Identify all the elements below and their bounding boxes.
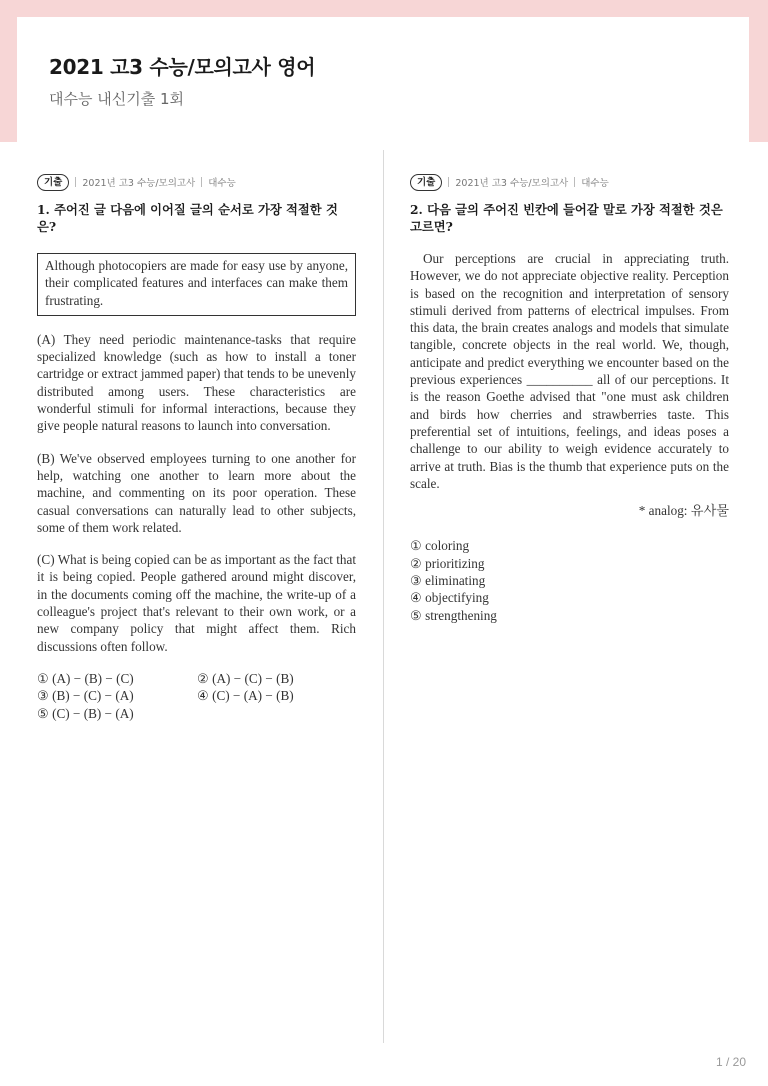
meta-exam: 2021년 고3 수능/모의고사 [455,178,569,189]
question-1 [37,172,356,722]
passage: Our perceptions are crucial in appreciating truth. However, we do not appreciate objective reality. Perception is based on the recognition and interpretation of sensory stimuli derived from patterns of electrical impulses. From this data, the brain creates analogs and models that simulate tangible, concrete objects in the real world. We, though, anticipate and predict everything we encounter based on the previous experiences __________ all of our perceptions. It is the reason Goethe advised that "one must ask children and birds how cherries and strawberries taste. This preferential set of intuitions, feelings, and ideas poses a challenge to our ability to weigh evidence accurately to arrive at truth. Bias is the thumb that experience puts on the scale. [410,251,729,491]
column-divider [383,150,384,1043]
meta-divider [574,177,575,187]
choice-2[interactable]: ② (A) − (C) − (B) [197,670,294,686]
choice-1[interactable]: ① (A) − (B) − (C) [37,670,134,686]
question-meta [410,172,729,192]
paragraph-c: (C) What is being copied can be as important as the fact that it is being copied. People gathered around might discover, in the documents coming off the machine, the write-up of a colleague's project that's relevant to their own work, or a new company policy that might affect them. Rich discussions often follow. [37,552,356,654]
intro-box: Although photocopiers are made for easy use by anyone, their complicated features and interfaces can make them frustrating. [37,253,356,316]
header-card [17,17,749,142]
choice-1[interactable]: ① coloring [410,538,470,554]
choice-5[interactable]: ⑤ strengthening [410,607,497,623]
source-badge: 기출 [37,174,69,191]
choice-3[interactable]: ③ eliminating [410,573,486,589]
meta-exam: 2021년 고3 수능/모의고사 [82,178,196,189]
choice-4[interactable]: ④ (C) − (A) − (B) [197,688,294,704]
page-title: 2021 고3 수능/모의고사 영어 [49,55,316,79]
question-2 [410,172,729,624]
page-number: 1 / 20 [715,1055,746,1069]
choice-2[interactable]: ② prioritizing [410,555,485,571]
source-badge: 기출 [410,174,442,191]
question-meta [37,172,356,192]
choice-5[interactable]: ⑤ (C) − (B) − (A) [37,705,134,721]
footnote: * analog: 유사물 [638,503,729,519]
choice-3[interactable]: ③ (B) − (C) − (A) [37,688,134,704]
paragraph-b: (B) We've observed employees turning to one another for help, watching one another to learn more about the machine, and commenting on its poor operation. These casual conversations can naturally lead to other subjects, some of them work related. [37,450,356,535]
meta-type: 대수능 [581,178,609,189]
question-title: 2. 다음 글의 주어진 빈칸에 들어갈 말로 가장 적절한 것은 고르면? [410,202,723,234]
meta-type: 대수능 [208,178,236,189]
question-title: 1. 주어진 글 다음에 이어질 글의 순서로 가장 적절한 것은? [37,202,338,234]
choice-4[interactable]: ④ objectifying [410,590,489,606]
paragraph-a: (A) They need periodic maintenance-tasks that require specialized knowledge (such as how to install a toner cartridge or extract jammed paper) that tends to be unevenly distributed among users. These characteristics are wonderful stimuli for informal interactions, because they give people natural reasons to launch into conversation. [37,331,356,434]
page-subtitle: 대수능 내신기출 1회 [49,90,185,108]
answer-choices [37,670,356,722]
answer-choices [410,537,729,623]
meta-divider [201,177,202,187]
meta-divider [448,177,449,187]
meta-divider [75,177,76,187]
